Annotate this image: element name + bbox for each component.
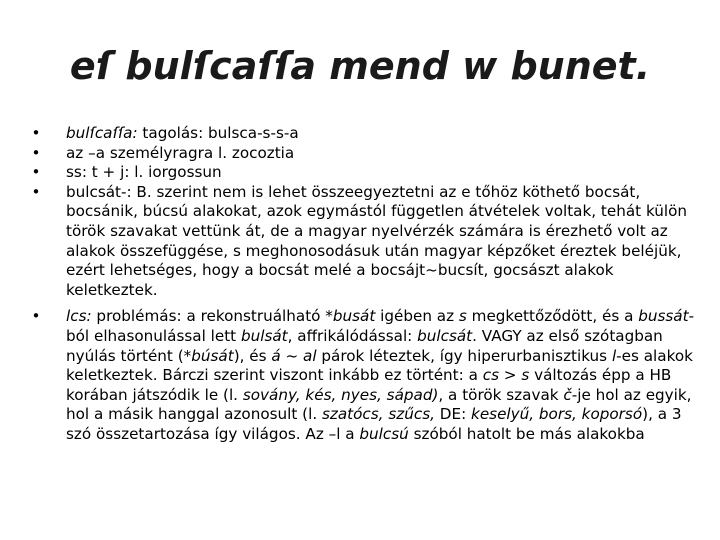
bullet-icon: •: [31, 163, 41, 182]
text-run: tagolás: bulsca-s-s-a: [137, 124, 299, 142]
text-run: -ból elhasonulással lett: [66, 307, 695, 345]
bullet-item: [28, 307, 698, 444]
italic-term: á ~ al: [271, 346, 317, 365]
italic-term: č: [563, 385, 572, 404]
bullet-item: [28, 183, 698, 301]
bullet-item: [28, 163, 698, 183]
italic-term: búsát: [191, 346, 234, 365]
italic-term: cs > s: [482, 366, 530, 385]
bullet-icon: •: [31, 143, 41, 162]
text-run: problémás: a rekonstruálható *: [91, 307, 333, 326]
text-run: DE:: [434, 405, 472, 424]
bullet-icon: •: [31, 307, 41, 326]
text-run: bulcsát-: B. szerint nem is lehet összeegyeztetni az e tőhöz köthető bocsát, bocsánik, búcsú alakokat, azok egymástól független átvételek voltak, tehát külön török szavakat vettünk át, de a magyar nyelvérzék számára is érezhető volt az alakok összefüggése, s meghonosodásuk után magyar képzőket éreztek beléjük, ezért lehetséges, hogy a bocsát melé a bocsájt~bucsít, gocsászt alakok keletkeztek.: [66, 182, 688, 299]
italic-term: bulſcaſſa:: [66, 124, 138, 142]
text-run: ), a 3 szó összetartozása így világos. Az –l a: [66, 405, 682, 443]
bullet-item: [28, 144, 698, 164]
text-run: ss: t + j: l. iorgossun: [66, 163, 222, 182]
text-run: szóból hatolt be más alakokba: [408, 424, 645, 443]
italic-term: bulsát: [240, 326, 288, 345]
italic-term: bulcsú: [359, 424, 409, 443]
italic-term: sovány, kés, nyes, sápad): [242, 385, 439, 404]
italic-term: lcs:: [66, 307, 92, 326]
text-run: igében az: [375, 307, 459, 326]
italic-term: keselyű, bors, koporsó: [471, 405, 643, 424]
text-run: , affrikálódással:: [287, 326, 418, 345]
text-run: párok léteztek, így hiperurbanisztikus: [316, 346, 612, 365]
text-run: . VAGY az első szótagban nyúlás történt (*: [66, 326, 663, 365]
slide-title: eſ bulſcaſſa mend w bunet.: [69, 44, 651, 88]
text-run: ), és: [233, 346, 272, 365]
text-run: -es alakok keletkeztek. Bárczi szerint viszont inkább ez történt: a: [66, 346, 693, 385]
text-run: , a török szavak: [438, 385, 564, 404]
italic-term: bussát: [638, 307, 689, 326]
bullet-icon: •: [31, 124, 41, 142]
text-run: az –a személyragra l. zocoztia: [66, 143, 295, 162]
text-run: megkettőződött, és a: [466, 307, 639, 326]
italic-term: szatócs, szűcs,: [321, 405, 435, 424]
bullet-list: [28, 124, 698, 445]
italic-term: s: [458, 307, 467, 326]
italic-term: l: [611, 346, 617, 365]
italic-term: bulcsát: [417, 326, 473, 345]
text-run: változás épp a HB korában játszódik le (l.: [66, 366, 672, 404]
bullet-icon: •: [31, 182, 41, 201]
italic-term: busát: [332, 307, 376, 326]
bullet-item: [28, 124, 698, 144]
text-run: -je hol az egyik, hol a másik hanggal azonosult (l.: [66, 385, 692, 424]
